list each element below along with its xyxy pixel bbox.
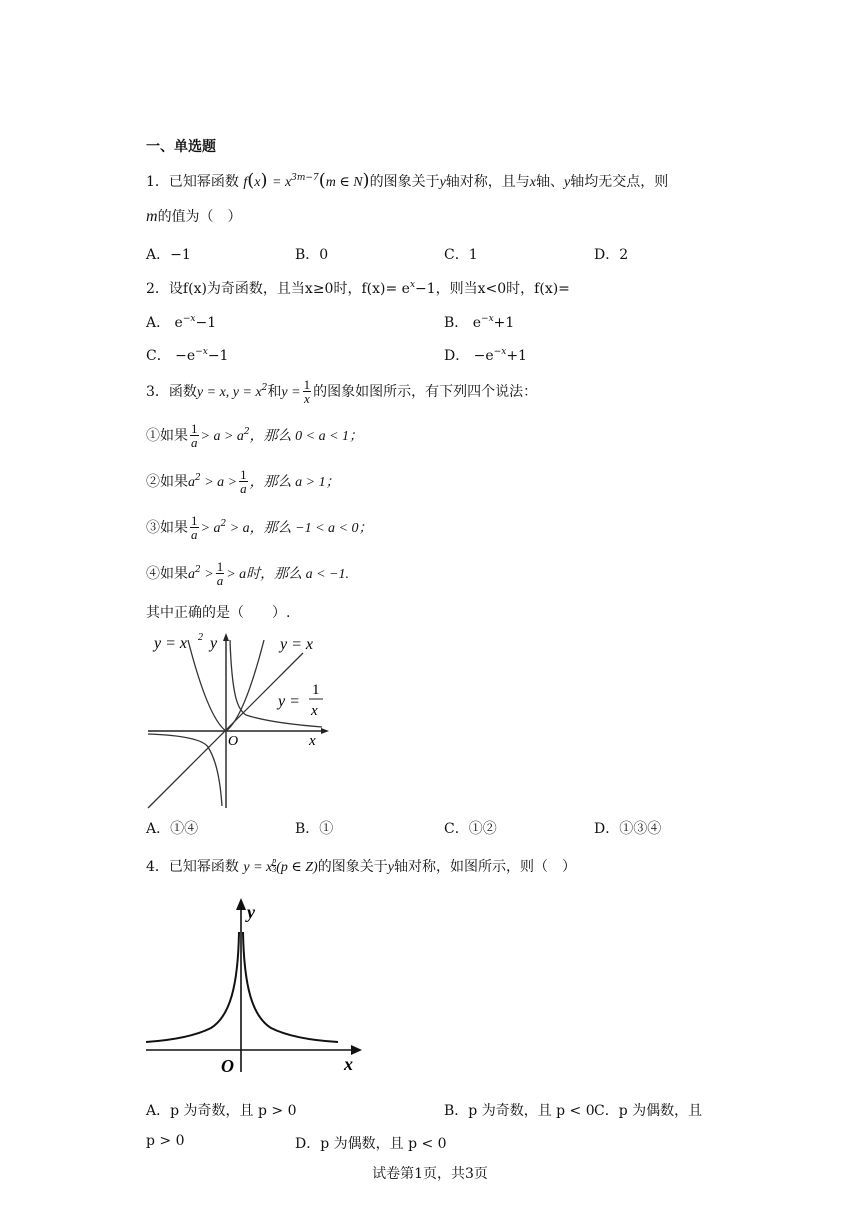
question-text: 的图象如图所示，有下列四个说法： (313, 384, 538, 400)
question-text: 轴均无交点，则 (570, 174, 669, 190)
question-text: 轴对称，如图所示，则（ ） (393, 859, 576, 875)
label-y-axis: y (247, 902, 255, 922)
q3-option-b[interactable]: B．① (295, 821, 334, 837)
math-condition: m ∈ N (325, 175, 363, 190)
math-exponent: −x (481, 314, 494, 324)
math-exponent: x (409, 280, 416, 290)
math-m: m (146, 208, 158, 225)
question-text: 函数 (168, 384, 197, 400)
label-origin: O (228, 734, 239, 749)
question-text: 的值为（ ） (157, 209, 242, 225)
question-text: 设f(x)为奇函数，且当x≥0时，f(x)= e (168, 281, 410, 297)
q4-option-c[interactable]: C．p 为偶数，且 (594, 1103, 703, 1119)
question-number: 3． (146, 384, 169, 400)
q4-option-c-cont[interactable]: p > 0 (146, 1133, 185, 1149)
option-text: −1 (207, 348, 229, 364)
question-3 (146, 378, 537, 406)
option-text: +1 (493, 315, 515, 331)
fraction: $\frac{1}{a}$ (191, 513, 198, 542)
math-exponent: −x (493, 347, 507, 357)
question-text: 已知幂函数 (168, 859, 239, 875)
fraction: $\frac{1}{x}$ (303, 377, 311, 406)
section-title: 一、单选题 (146, 139, 216, 155)
math-eq: = x (272, 175, 292, 190)
fraction: $\frac{1}{a}$ (191, 421, 198, 450)
question-text: −1，则当x<0时，f(x)= (415, 281, 570, 297)
math-f: f (243, 175, 248, 190)
q4-option-d[interactable]: D．p 为偶数，且 p < 0 (295, 1136, 447, 1152)
label-x-axis: x (309, 733, 316, 749)
option-text: A． e (146, 315, 183, 331)
q3-option-d[interactable]: D．①③④ (594, 821, 662, 837)
question-text: 轴、 (536, 174, 565, 190)
question-1: 1．已知幂函数 $f(x) = x^{3m-7}(m$ ∈ N)的图象关于y轴对称，且与x轴、y轴均无交点，则 (146, 170, 669, 191)
q4-option-b[interactable]: B．p 为奇数，且 p < 0 (444, 1103, 595, 1119)
math-y: y (439, 175, 446, 190)
label-origin: O (221, 1056, 234, 1076)
label-y-eq-x: y = x (280, 636, 313, 653)
question-3-ask: 其中正确的是（ ）. (146, 605, 291, 621)
label-frac-den: x (311, 703, 318, 719)
q3-option-a[interactable]: A．①④ (146, 821, 199, 837)
option-text: C． −e (146, 348, 196, 364)
question-text: 已知幂函数 (168, 174, 239, 190)
fraction-exponent: $\frac{p}{3}$ (272, 856, 277, 874)
question-1-line2 (146, 206, 242, 226)
question-text: 的图象关于 (317, 859, 388, 875)
option-text: +1 (506, 348, 527, 364)
option-text: B． e (444, 315, 482, 331)
q3-option-c[interactable]: C．①② (444, 821, 497, 837)
math-y: y (387, 860, 394, 875)
curve-right-branch (243, 932, 338, 1042)
math-functions: y = x, y = x (196, 385, 262, 400)
math-x: x (529, 175, 537, 190)
option-text: −1 (195, 315, 217, 331)
y-axis-arrow (236, 898, 246, 910)
q2-option-d[interactable] (444, 345, 527, 365)
question-number: 1． (146, 174, 169, 190)
q2-option-a[interactable] (146, 312, 216, 332)
q1-option-b[interactable]: B．0 (295, 247, 329, 263)
question-2 (146, 278, 570, 298)
label-y-eq-1-over-x: y = (278, 693, 300, 710)
option-text: D． −e (444, 348, 494, 364)
math-exponent: 3m−7 (291, 173, 319, 183)
math-function: y = x (243, 860, 273, 875)
question-4 (146, 856, 576, 876)
math-x: x (254, 175, 261, 190)
statement-4: ④如果$a^2$ > $\frac{1}{a}$ > a时，那么 a < −1. (146, 559, 350, 588)
question-text: 和 (267, 384, 282, 400)
question-number: 4． (146, 859, 169, 875)
q4-option-a[interactable]: A．p 为奇数，且 p > 0 (146, 1103, 297, 1119)
label-y-eq-x2: y = x (154, 635, 187, 652)
q1-option-c[interactable]: C．1 (444, 247, 478, 263)
math-exponent: −x (182, 314, 196, 324)
q4-function-graph (146, 896, 366, 1078)
question-text: 轴对称，且与 (445, 174, 530, 190)
label-exp-2: 2 (198, 632, 203, 643)
q2-option-b[interactable] (444, 312, 514, 332)
statement-3: ③如果 $\frac{1}{a}$ > $a^2 > a$，那么 −1 < a < 0； (146, 513, 373, 542)
y-axis-arrow (223, 633, 229, 641)
page-footer: 试卷第1页，共3页 (372, 1166, 488, 1182)
hyperbola-positive-branch (230, 640, 322, 727)
question-number: 2． (146, 281, 169, 297)
label-frac-num: 1 (312, 682, 320, 698)
q1-option-a[interactable]: A．−1 (146, 247, 191, 263)
math-y-eq: y = (281, 385, 301, 400)
x-axis-arrow (321, 728, 329, 734)
q3-function-graph (146, 628, 336, 810)
q1-option-d[interactable]: D．2 (594, 247, 629, 263)
label-x-axis: x (344, 1054, 353, 1074)
math-y: y (564, 175, 571, 190)
label-y-axis: y (210, 635, 218, 652)
math-exponent: 2 (261, 383, 268, 393)
question-text: 的图象关于 (369, 174, 440, 190)
statement-1: ①如果 $\frac{1}{a}$ > $a > a^2$，那么 0 < a < 1； (146, 421, 364, 450)
curve-left-branch (146, 932, 239, 1042)
math-exponent: −x (195, 347, 208, 357)
math-condition: (p ∈ Z) (276, 860, 318, 875)
fraction: $\frac{1}{a}$ (216, 559, 224, 588)
fraction: $\frac{1}{a}$ (240, 467, 247, 496)
statement-2: ②如果$a^2 > a$ > $\frac{1}{a}$ ，那么 a > 1； (146, 467, 340, 496)
q2-option-c[interactable] (146, 345, 228, 365)
